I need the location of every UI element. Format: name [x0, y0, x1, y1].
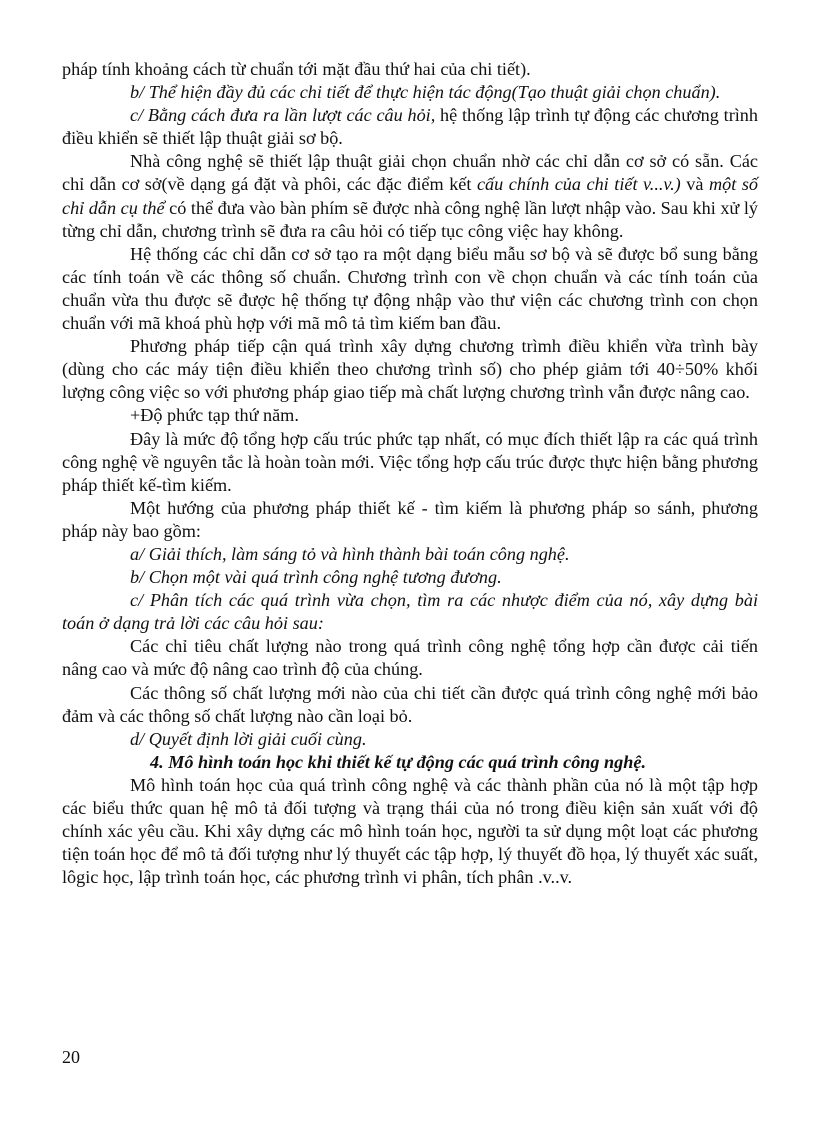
paragraph [62, 150, 758, 242]
text-span: hệ thống lập trình tự động các chương trình điều khiển sẽ thiết lập thuật giải sơ bộ. [62, 105, 758, 149]
paragraph: Mô hình toán học của quá trình công nghệ và các thành phần của nó là một tập hợp các biểu thức quan hệ mô tả đối tượng và trạng thái của nó trong điều kiện sản xuất với độ chính xác yêu cầu. Khi xây dựng các mô hình toán học, người ta sử dụng một loạt các phương tiện toán học để mô tả đối tượng như lý thuyết các tập hợp, lý thuyết đồ họa, lý thuyết xác suất, lôgic học, lập trình toán học, các phương trình vi phân, tích phân .v..v. [62, 774, 758, 888]
paragraph: Đây là mức độ tổng hợp cấu trúc phức tạp nhất, có mục đích thiết lập ra các quá trình công nghệ về nguyên tắc là hoàn toàn mới. Việc tổng hợp cấu trúc được thực hiện bằng phương pháp thiết kế-tìm kiếm. [62, 428, 758, 495]
italic-span: c/ Bằng cách đưa ra lần lượt các câu hỏi, [130, 105, 436, 126]
italic-span: cấu chính của chi tiết v...v.) [476, 174, 681, 195]
page-number: 20 [62, 1047, 80, 1067]
paragraph: Các thông số chất lượng mới nào của chi tiết cần được quá trình công nghệ mới bảo đảm và các thông số chất lượng nào cần loại bỏ. [62, 682, 758, 726]
text-span: và [680, 174, 709, 195]
list-item-d: d/ Quyết định lời giải cuối cùng. [130, 728, 367, 749]
paragraph: Các chỉ tiêu chất lượng nào trong quá trình công nghệ tổng hợp cần được cải tiến nâng cao và mức độ nâng cao trình độ của chúng. [62, 636, 758, 680]
list-item-b: b/ Thể hiện đầy đủ các chi tiết để thực hiện tác động(Tạo thuật giải chọn chuẩn). [130, 82, 721, 103]
text-span: Nhà công nghệ sẽ thiết lập thuật giải chọn chuẩn nhờ các chỉ dẫn cơ sở có sẵn. Các chỉ dẫn cơ sở(về dạng gá đặt và phôi, các đặc điểm kết [62, 151, 758, 195]
list-item-c: c/ Phân tích các quá trình vừa chọn, tìm ra các nhược điểm của nó, xây dựng bài toán ở dạng trả lời các câu hỏi sau: [62, 590, 758, 634]
subheading: +Độ phức tạp thứ năm. [130, 405, 299, 426]
list-item-c [62, 104, 758, 150]
paragraph: Hệ thống các chỉ dẫn cơ sở tạo ra một dạng biểu mẫu sơ bộ và sẽ được bổ sung bằng các tính toán về các thông số chuẩn. Chương trình con về chọn chuẩn và các tính toán của chuẩn vừa thu được sẽ được hệ thống tự động nhập vào thư viện các chương trình con chọn chuẩn với mã khoá phù hợp với mã mô tả tìm kiếm ban đầu. [62, 243, 758, 334]
paragraph: Một hướng của phương pháp thiết kế - tìm kiếm là phương pháp so sánh, phương pháp này bao gồm: [62, 497, 758, 541]
text-span: có thể đưa vào bàn phím sẽ được nhà công nghệ lần lượt nhập vào. Sau khi xử lý từng chỉ dẫn, chương trình sẽ đưa ra câu hỏi có tiếp tục công việc hay không. [62, 197, 758, 241]
paragraph: pháp tính khoảng cách từ chuẩn tới mặt đầu thứ hai của chi tiết). [62, 59, 531, 79]
list-item-a: a/ Giải thích, làm sáng tỏ và hình thành bài toán công nghệ. [130, 543, 570, 564]
italic-span: một số chỉ dẫn cụ thể [62, 174, 758, 218]
paragraph: Phương pháp tiếp cận quá trình xây dựng chương trìmh điều khiển vừa trình bày (dùng cho các máy tiện điều khiển theo chương trình số) cho phép giảm tới 40÷50% khối lượng công việc so với phương pháp giao tiếp mà chất lượng chương trình vẫn được nâng cao. [62, 336, 758, 403]
list-item-b: b/ Chọn một vài quá trình công nghệ tương đương. [130, 567, 502, 588]
section-heading: 4. Mô hình toán học khi thiết kế tự động các quá trình công nghệ. [150, 751, 646, 772]
page-body [62, 58, 758, 889]
